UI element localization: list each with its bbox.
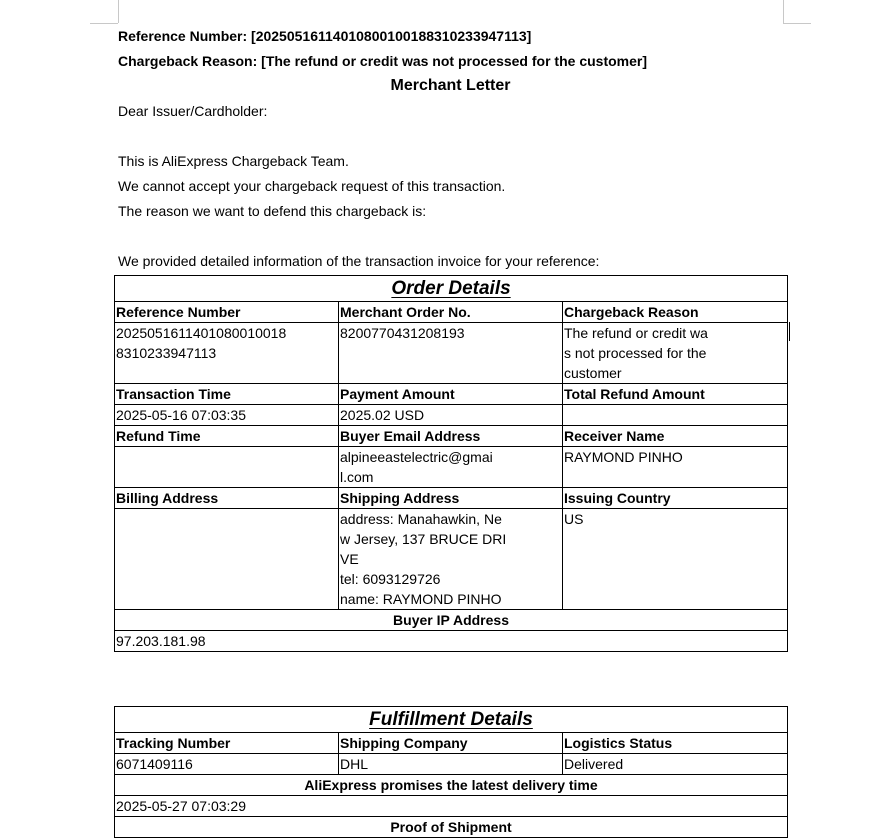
chargeback-reason-line: Chargeback Reason: [The refund or credit was not processed for the customer]: [118, 53, 647, 69]
table-row: [115, 796, 788, 817]
table-row: [115, 302, 788, 323]
logistics-status-value: Delivered: [563, 754, 788, 775]
issuing-country-value: US: [563, 509, 788, 610]
reference-number-value: 2025051611401080010018 8310233947113: [115, 323, 339, 384]
buyer-email-value: alpineeastelectric@gmai l.com: [339, 447, 563, 488]
page-corner-mark: [783, 23, 811, 24]
total-refund-value: [563, 405, 788, 426]
reference-line: Reference Number: [20250516114010800100188310233947113]: [118, 28, 532, 44]
table-row: [115, 426, 788, 447]
table-row: [115, 610, 788, 631]
delivery-promise-value: 2025-05-27 07:03:29: [115, 796, 788, 817]
letter-line-1: This is AliExpress Chargeback Team.: [118, 153, 349, 169]
shipping-company-value: DHL: [339, 754, 563, 775]
table-row: [115, 447, 788, 488]
table-row: [115, 754, 788, 775]
header-chargeback-reason: Chargeback Reason: [563, 302, 788, 323]
header-merchant-order: Merchant Order No.: [339, 302, 563, 323]
transaction-time-value: 2025-05-16 07:03:35: [115, 405, 339, 426]
header-total-refund: Total Refund Amount: [563, 384, 788, 405]
header-shipping-address: Shipping Address: [339, 488, 563, 509]
table-row: [115, 405, 788, 426]
header-delivery-promise: AliExpress promises the latest delivery time: [115, 775, 788, 796]
page-corner-mark: [118, 0, 119, 23]
header-logistics-status: Logistics Status: [563, 733, 788, 754]
header-proof-of-shipment: Proof of Shipment: [115, 817, 788, 838]
header-issuing-country: Issuing Country: [563, 488, 788, 509]
letter-line-2: We cannot accept your chargeback request of this transaction.: [118, 178, 506, 194]
page-corner-mark: [783, 0, 784, 23]
order-details-title: Order Details: [115, 276, 788, 302]
table-row: [115, 775, 788, 796]
table-row: [115, 817, 788, 838]
greeting: Dear Issuer/Cardholder:: [118, 103, 268, 119]
header-transaction-time: Transaction Time: [115, 384, 339, 405]
table-row: [115, 488, 788, 509]
shipping-address-value: address: Manahawkin, Ne w Jersey, 137 BRUCE DRI VE tel: 6093129726 name: RAYMOND PINHO: [339, 509, 563, 610]
billing-address-value: [115, 509, 339, 610]
header-payment-amount: Payment Amount: [339, 384, 563, 405]
table-row: [115, 509, 788, 610]
page-title: Merchant Letter: [390, 77, 511, 94]
fulfillment-details-table: [114, 706, 788, 838]
table-row: [115, 276, 788, 302]
table-row: [115, 707, 788, 733]
table-row: [115, 631, 788, 652]
letter-line-3: The reason we want to defend this chargeback is:: [118, 203, 427, 219]
text-cursor: [789, 322, 790, 341]
merchant-order-value: 8200770431208193: [339, 323, 563, 384]
letter-line-4: We provided detailed information of the transaction invoice for your reference:: [118, 253, 600, 269]
table-row: [115, 384, 788, 405]
header-reference-number: Reference Number: [115, 302, 339, 323]
buyer-ip-value: 97.203.181.98: [115, 631, 788, 652]
header-shipping-company: Shipping Company: [339, 733, 563, 754]
receiver-name-value: RAYMOND PINHO: [563, 447, 788, 488]
order-details-table: [114, 275, 788, 652]
header-tracking-number: Tracking Number: [115, 733, 339, 754]
table-row: [115, 323, 788, 384]
refund-time-value: [115, 447, 339, 488]
tracking-number-value: 6071409116: [115, 754, 339, 775]
header-buyer-ip: Buyer IP Address: [115, 610, 788, 631]
table-row: [115, 733, 788, 754]
header-refund-time: Refund Time: [115, 426, 339, 447]
header-buyer-email: Buyer Email Address: [339, 426, 563, 447]
header-receiver-name: Receiver Name: [563, 426, 788, 447]
chargeback-reason-value: The refund or credit wa s not processed for the customer: [563, 323, 788, 384]
page-corner-mark: [90, 23, 118, 24]
payment-amount-value: 2025.02 USD: [339, 405, 563, 426]
fulfillment-details-title: Fulfillment Details: [115, 707, 788, 733]
header-billing-address: Billing Address: [115, 488, 339, 509]
